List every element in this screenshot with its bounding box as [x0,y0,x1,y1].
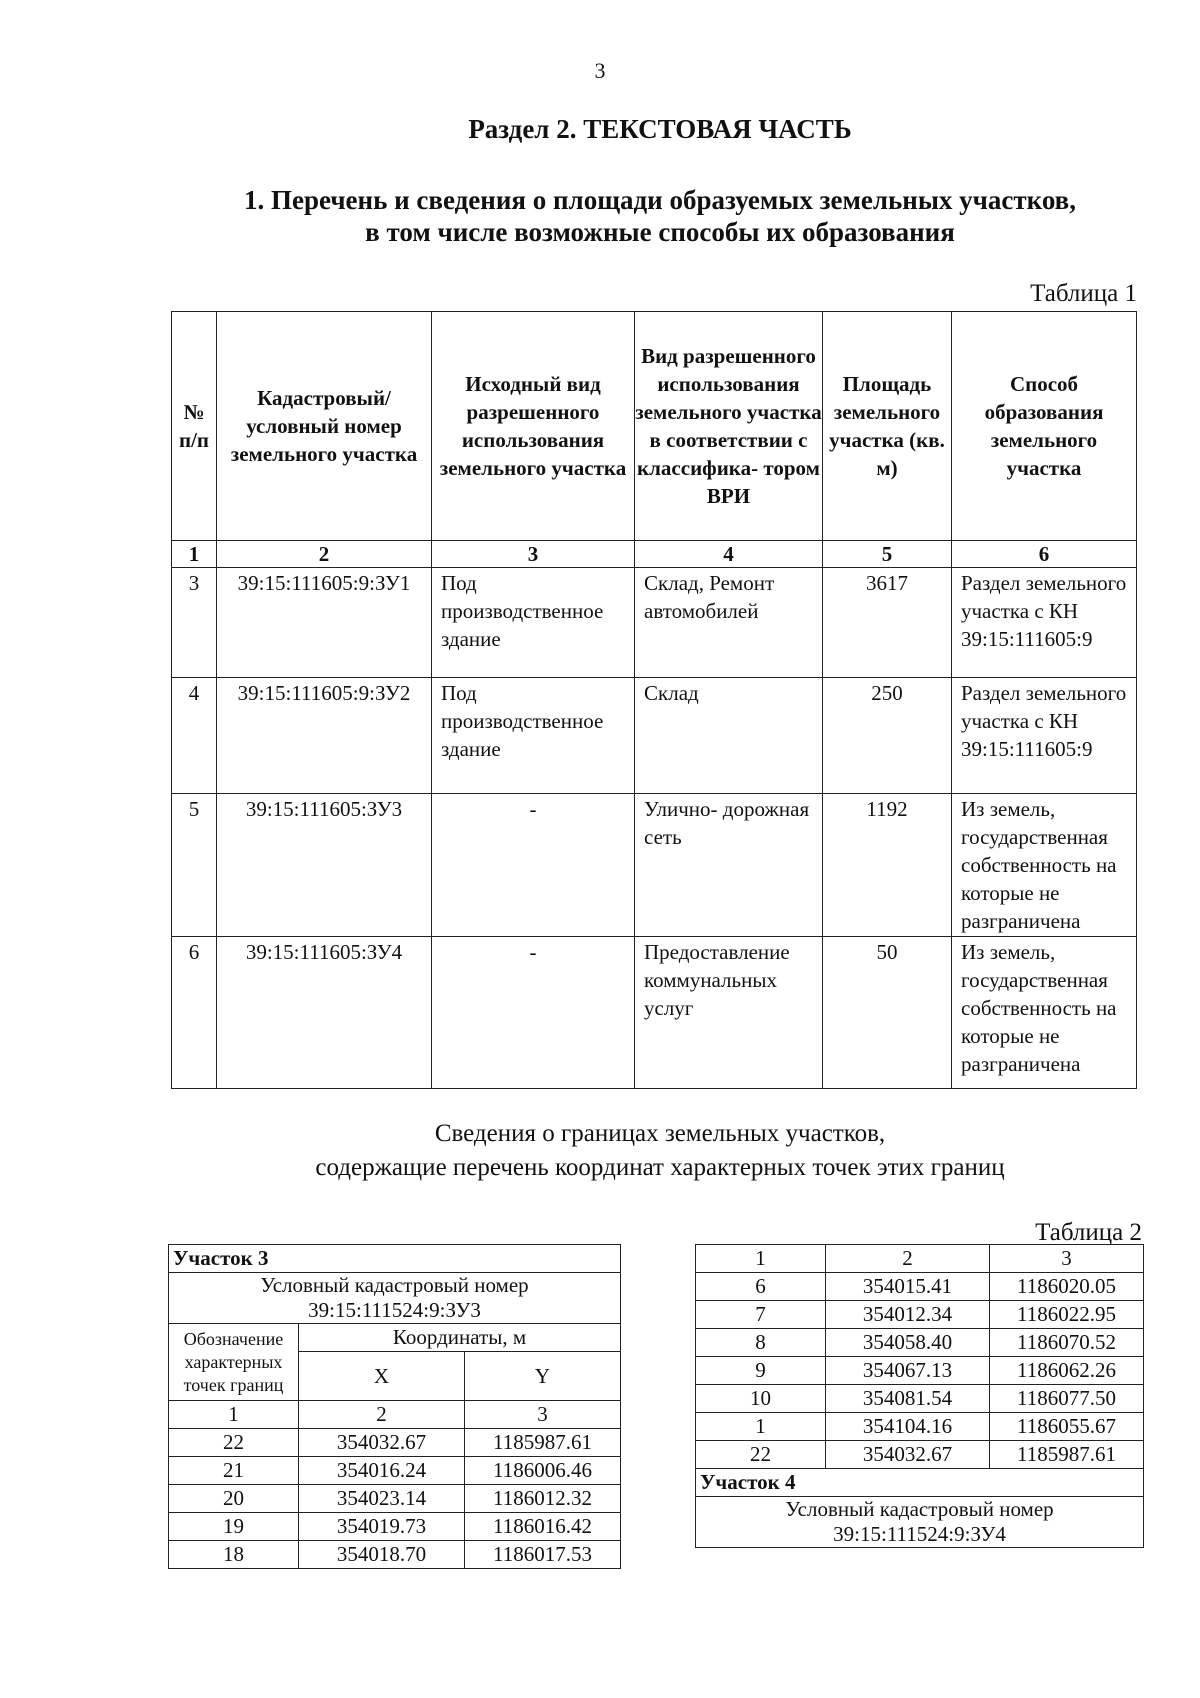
table-row [172,937,1137,1089]
column-number-row [169,1401,621,1429]
boundaries-heading [0,1117,1200,1185]
table2-label: Таблица 2 [1035,1219,1142,1246]
designation-header: Обозначение характерных точек границ [169,1324,299,1401]
point-id: 22 [696,1441,826,1469]
point-id: 9 [696,1357,826,1385]
header-cell: Площадь земельного участка (кв. м) [823,312,952,541]
cadastral-number: 39:15:111605:ЗУ3 [217,794,432,937]
table-header-row [172,312,1137,541]
table-row [172,568,1137,678]
point-id: 6 [696,1273,826,1301]
cadastral-number: 39:15:111605:ЗУ4 [217,937,432,1089]
column-number: 3 [432,541,635,568]
header-cell: Исходный вид разрешенного использования земельного участка [432,312,635,541]
table-row [696,1385,1144,1413]
cond-number-cell [696,1497,1144,1548]
column-number: 2 [299,1401,465,1429]
header-cell: Кадастровый/ условный номер земельного участка [217,312,432,541]
use-type: Склад [635,678,823,794]
x-coord: 354015.41 [826,1273,990,1301]
column-number: 1 [169,1401,299,1429]
table-row [172,678,1137,794]
point-id: 7 [696,1301,826,1329]
x-coord: 354012.34 [826,1301,990,1329]
header-cell: Способ образования земельного участка [952,312,1137,541]
coords-header: Координаты, м [299,1324,621,1352]
column-number: 4 [635,541,823,568]
point-id: 18 [169,1541,299,1569]
table1-label: Таблица 1 [1030,280,1137,307]
page-number: 3 [594,58,606,83]
y-coord: 1186062.26 [990,1357,1144,1385]
area: 3617 [823,568,952,678]
table1-heading-line1: 1. Перечень и сведения о площади образуемых земельных участков, [244,185,1076,215]
x-header: X [299,1352,465,1401]
table-row [696,1301,1144,1329]
header-cell: № п/п [172,312,217,541]
cond-number: 39:15:111524:9:ЗУ3 [308,1298,481,1322]
table-row [172,794,1137,937]
area: 50 [823,937,952,1089]
column-number: 1 [172,541,217,568]
y-coord: 1186070.52 [990,1329,1144,1357]
table1-heading-line2: в том числе возможные способы их образования [365,217,955,247]
table-row [169,1429,621,1457]
header-cell: Вид разрешенного использования земельного участка в соответствии с классифика- тором ВРИ [635,312,823,541]
table-row [696,1413,1144,1441]
section-title: Раздел 2. ТЕКСТОВАЯ ЧАСТЬ [468,114,852,144]
x-coord: 354032.67 [826,1441,990,1469]
x-coord: 354058.40 [826,1329,990,1357]
table1-heading [0,184,1200,248]
row-number: 3 [172,568,217,678]
x-coord: 354104.16 [826,1413,990,1441]
y-coord: 1185987.61 [465,1429,621,1457]
original-use: Под производственное здание [432,568,635,678]
x-coord: 354016.24 [299,1457,465,1485]
original-use: Под производственное здание [432,678,635,794]
y-coord: 1185987.61 [990,1441,1144,1469]
use-type: Улично- дорожная сеть [635,794,823,937]
cond-number-row [696,1497,1144,1548]
cadastral-number: 39:15:111605:9:ЗУ2 [217,678,432,794]
x-coord: 354032.67 [299,1429,465,1457]
formation-method: Из земель, государственная собственность на которые не разграничена [952,794,1137,937]
plot-title-row [696,1469,1144,1497]
x-coord: 354018.70 [299,1541,465,1569]
point-id: 22 [169,1429,299,1457]
point-id: 10 [696,1385,826,1413]
table-row [169,1541,621,1569]
cadastral-number: 39:15:111605:9:ЗУ1 [217,568,432,678]
plot-title-row [169,1245,621,1273]
x-coord: 354067.13 [826,1357,990,1385]
column-number: 6 [952,541,1137,568]
cond-number-cell [169,1273,621,1324]
row-number: 5 [172,794,217,937]
formation-method: Раздел земельного участка с КН 39:15:111605:9 [952,568,1137,678]
y-coord: 1186020.05 [990,1273,1144,1301]
column-number: 2 [217,541,432,568]
formation-method: Раздел земельного участка с КН 39:15:111605:9 [952,678,1137,794]
column-number-row [172,541,1137,568]
table-row [169,1457,621,1485]
point-id: 1 [696,1413,826,1441]
plot-title: Участок 3 [169,1245,621,1273]
table-row [696,1441,1144,1469]
row-number: 6 [172,937,217,1089]
table-row [696,1329,1144,1357]
formation-method: Из земель, государственная собственность на которые не разграничена [952,937,1137,1089]
row-number: 4 [172,678,217,794]
coords-header-row [169,1324,621,1352]
y-coord: 1186006.46 [465,1457,621,1485]
y-coord: 1186016.42 [465,1513,621,1541]
table-row [169,1513,621,1541]
point-id: 20 [169,1485,299,1513]
boundaries-heading-line1: Сведения о границах земельных участков, [434,1120,886,1147]
column-number: 5 [823,541,952,568]
coordinates-table-right [695,1244,1144,1548]
y-header: Y [465,1352,621,1401]
y-coord: 1186077.50 [990,1385,1144,1413]
original-use: - [432,937,635,1089]
boundaries-heading-line2: содержащие перечень координат характерных точек этих границ [315,1154,1005,1181]
y-coord: 1186055.67 [990,1413,1144,1441]
x-coord: 354081.54 [826,1385,990,1413]
original-use: - [432,794,635,937]
table-row [696,1357,1144,1385]
point-id: 8 [696,1329,826,1357]
column-number: 3 [465,1401,621,1429]
point-id: 19 [169,1513,299,1541]
y-coord: 1186012.32 [465,1485,621,1513]
column-number-row [696,1245,1144,1273]
table-row [169,1485,621,1513]
land-plots-table [171,311,1137,1089]
area: 1192 [823,794,952,937]
column-number: 2 [826,1245,990,1273]
use-type: Склад, Ремонт автомобилей [635,568,823,678]
cond-number-row [169,1273,621,1324]
x-coord: 354019.73 [299,1513,465,1541]
point-id: 21 [169,1457,299,1485]
table-row [696,1273,1144,1301]
cond-number-label: Условный кадастровый номер [260,1273,529,1297]
x-coord: 354023.14 [299,1485,465,1513]
y-coord: 1186022.95 [990,1301,1144,1329]
column-number: 3 [990,1245,1144,1273]
use-type: Предоставление коммунальных услуг [635,937,823,1089]
y-coord: 1186017.53 [465,1541,621,1569]
cond-number-label: Условный кадастровый номер [785,1497,1054,1521]
column-number: 1 [696,1245,826,1273]
plot-title: Участок 4 [696,1469,1144,1497]
area: 250 [823,678,952,794]
cond-number: 39:15:111524:9:ЗУ4 [833,1522,1006,1546]
coordinates-table-left [168,1244,621,1569]
